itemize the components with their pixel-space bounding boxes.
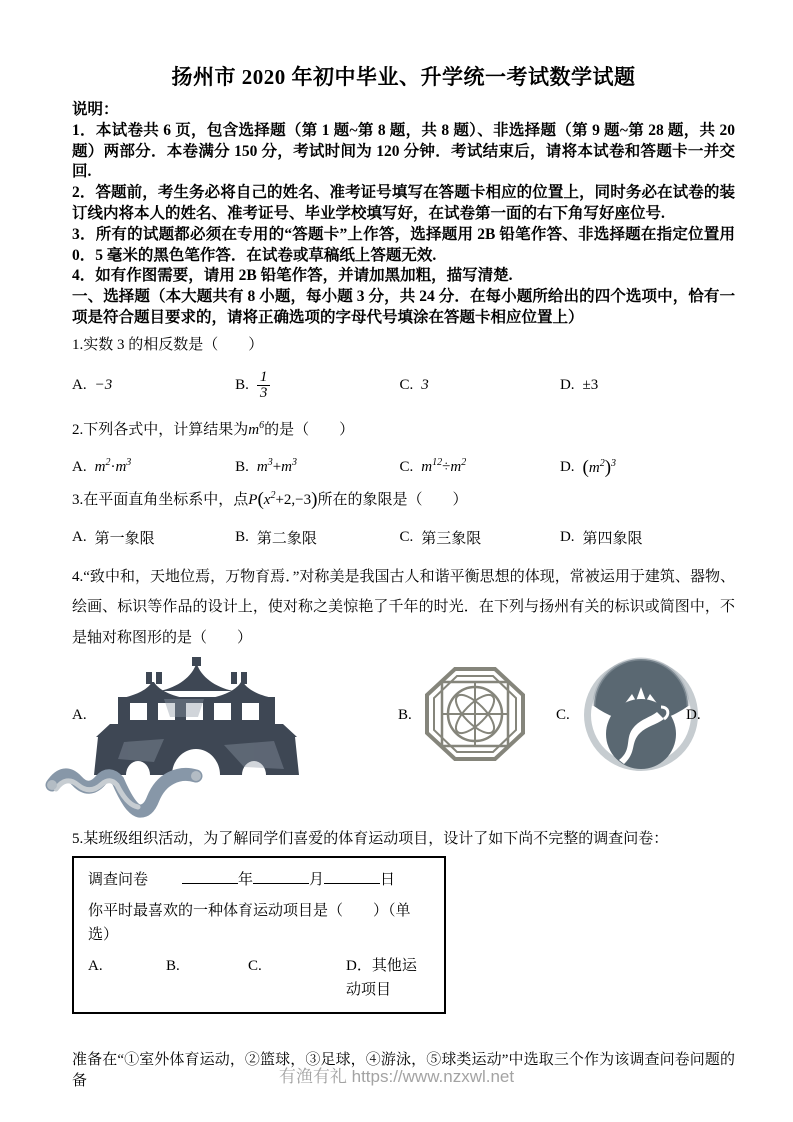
- instructions-heading: 说明：: [72, 101, 119, 118]
- q2-option-a-value: $m^2\cdot m^3$: [94, 457, 132, 476]
- question-3-stem: [72, 489, 735, 511]
- q3-option-c-value: 第三象限: [421, 531, 482, 548]
- footer-url-link[interactable]: https://www.nzxwl.net: [351, 1067, 515, 1086]
- q2-option-b: [235, 459, 399, 476]
- instruction-item-2: 2．答题前，考生务必将自己的姓名、准考证号填写在答题卡相应的位置上，同时务必在试卷的装订线内将本人的姓名、准考证号、毕业学校填写好，在试卷第一面的右下角写好座位号.: [72, 184, 735, 222]
- instruction-item-3: 3．所有的试题都必须在专用的“答题卡”上作答，选择题用 2B 铅笔作答、非选择题在指定位置用 0．5 毫米的黑色笔作答．在试卷或草稿纸上答题无效.: [72, 225, 735, 264]
- q4-figure-d-label: D.: [686, 707, 701, 724]
- q1-option-b: [235, 370, 399, 403]
- q2-option-b-value: $m^3+m^3$: [256, 457, 298, 476]
- survey-option-d: D．其他运动项目: [346, 958, 417, 999]
- q1-option-b-label: B.: [235, 377, 249, 394]
- year-blank-line: [182, 870, 238, 884]
- survey-option-c: C.: [248, 958, 262, 975]
- q1-option-c-value: 3: [421, 377, 429, 394]
- question-2-stem: [72, 420, 735, 441]
- q3-option-b: [235, 527, 399, 548]
- q3-option-c-label: C.: [399, 529, 414, 546]
- q3-option-b-label: B.: [235, 529, 249, 546]
- q3-option-a: [72, 527, 235, 548]
- q2-stem-text: 2.下列各式中，计算结果为: [72, 421, 249, 438]
- q1-option-a-label: A.: [72, 377, 87, 394]
- survey-form-title: 调查问卷: [88, 872, 149, 889]
- footer-brand: 有渔有礼: [278, 1067, 347, 1086]
- month-label: 月: [309, 872, 325, 889]
- q1-option-b-fraction: [257, 370, 271, 403]
- instruction-item-1: 1．本试卷共 6 页，包含选择题（第 1 题~第 8 题，共 8 题）、非选择题（第 9 题~第 28 题，共 20 题）两部分．本卷满分 150 分，考试时间为 120 分钟．考试结束后，请将本试卷和答题卡一并交回.: [72, 121, 735, 181]
- q1-option-d: [560, 377, 735, 394]
- wavy-ribbon-image: [44, 759, 212, 823]
- q3-option-d-value: 第四象限: [582, 531, 643, 548]
- q4-figure-a-label: A.: [72, 707, 87, 724]
- question-4-stem: 4.“致中和，天地位焉，万物育焉．”对称美是我国古人和谐平衡思想的体现，常被运用于建筑、器物、绘画、标识等作品的设计上，使对称之美惊艳了千年的时光．在下列与扬州有关的标识或简图中，不是轴对称图形的是（ ）: [72, 568, 735, 646]
- page-title: 扬州市 2020 年初中毕业、升学统一考试数学试题: [171, 65, 636, 89]
- q2-option-a-label: A.: [72, 459, 87, 476]
- round-emblem-image: [580, 655, 702, 775]
- instruction-item-4: 4．如有作图需要，请用 2B 铅笔作答，并请加黑加粗，描写清楚.: [72, 267, 513, 285]
- q2-stem-math: $m^6$: [248, 419, 265, 438]
- q3-stem-text: 3.在平面直角坐标系中，点: [72, 491, 249, 508]
- q2-option-c: [400, 459, 560, 476]
- day-blank-line: [324, 870, 380, 884]
- survey-option-a: A.: [88, 958, 103, 975]
- q2-option-c-value: $m^{12}\div m^2$: [421, 457, 467, 476]
- q1-option-c-label: C.: [399, 377, 414, 394]
- octagonal-window-image: [424, 665, 526, 763]
- q4-figure-b-label: B.: [398, 707, 412, 724]
- q3-option-a-label: A.: [72, 529, 87, 546]
- survey-option-b: B.: [166, 958, 180, 975]
- question-4-figures: [72, 655, 735, 825]
- q2-option-d-value: $(m^2)^3$: [582, 456, 617, 478]
- fraction-numerator: 1: [259, 368, 268, 385]
- q1-option-a: [72, 377, 235, 394]
- survey-questionnaire-box: [72, 856, 446, 1014]
- q1-option-d-value: ±3: [582, 377, 599, 394]
- survey-question-line: 你平时最喜欢的一种体育运动项目是（ ）（单选）: [88, 903, 411, 944]
- q3-option-b-value: 第二象限: [256, 531, 317, 548]
- question-5-continuation: 准备在“①室外体育运动，②篮球，③足球，④游泳，⑤球类运动”中选取三个作为该调查问卷问题的备: [72, 1052, 735, 1090]
- question-5-stem: 5.某班级组织活动，为了解同学们喜爱的体育运动项目，设计了如下尚不完整的调查问卷：: [72, 831, 669, 848]
- q2-option-d: [560, 457, 735, 479]
- q2-stem-text-post: 的是（ ）: [264, 421, 355, 438]
- q3-option-a-value: 第一象限: [94, 531, 155, 548]
- q1-option-d-label: D.: [559, 377, 575, 394]
- q3-option-d-label: D.: [559, 529, 575, 546]
- q2-option-d-label: D.: [559, 459, 575, 476]
- q3-stem-text-post: 所在的象限是（ ）: [317, 491, 468, 508]
- q2-option-b-label: B.: [235, 459, 249, 476]
- q2-option-c-label: C.: [399, 459, 414, 476]
- question-1-stem: 1.实数 3 的相反数是（ ）: [72, 336, 264, 353]
- question-1-options: [72, 362, 735, 410]
- month-blank-line: [253, 870, 309, 884]
- exam-instructions: [72, 100, 735, 287]
- q4-figure-c-label: C.: [556, 707, 570, 724]
- year-label: 年: [238, 872, 254, 889]
- question-3-options: [72, 527, 735, 549]
- survey-date-line: [88, 868, 430, 892]
- q3-stem-math: $P(x^2+2,-3)$: [248, 488, 318, 510]
- q3-option-c: [400, 527, 560, 548]
- day-label: 日: [380, 872, 396, 889]
- q1-option-a-value: −3: [94, 377, 113, 394]
- q1-option-c: [400, 377, 560, 394]
- q2-option-a: [72, 459, 235, 476]
- page-footer: [0, 1062, 793, 1087]
- survey-options-row: [88, 954, 430, 1002]
- q3-option-d: [560, 527, 735, 548]
- section-one-heading: 一、选择题（本大题共有 8 小题，每小题 3 分，共 24 分．在每小题所给出的四个选项中，恰有一项是符合题目要求的，请将正确选项的字母代号填涂在答题卡相应位置上）: [72, 288, 735, 326]
- fraction-denominator: 3: [257, 385, 271, 402]
- question-2-options: [72, 455, 735, 481]
